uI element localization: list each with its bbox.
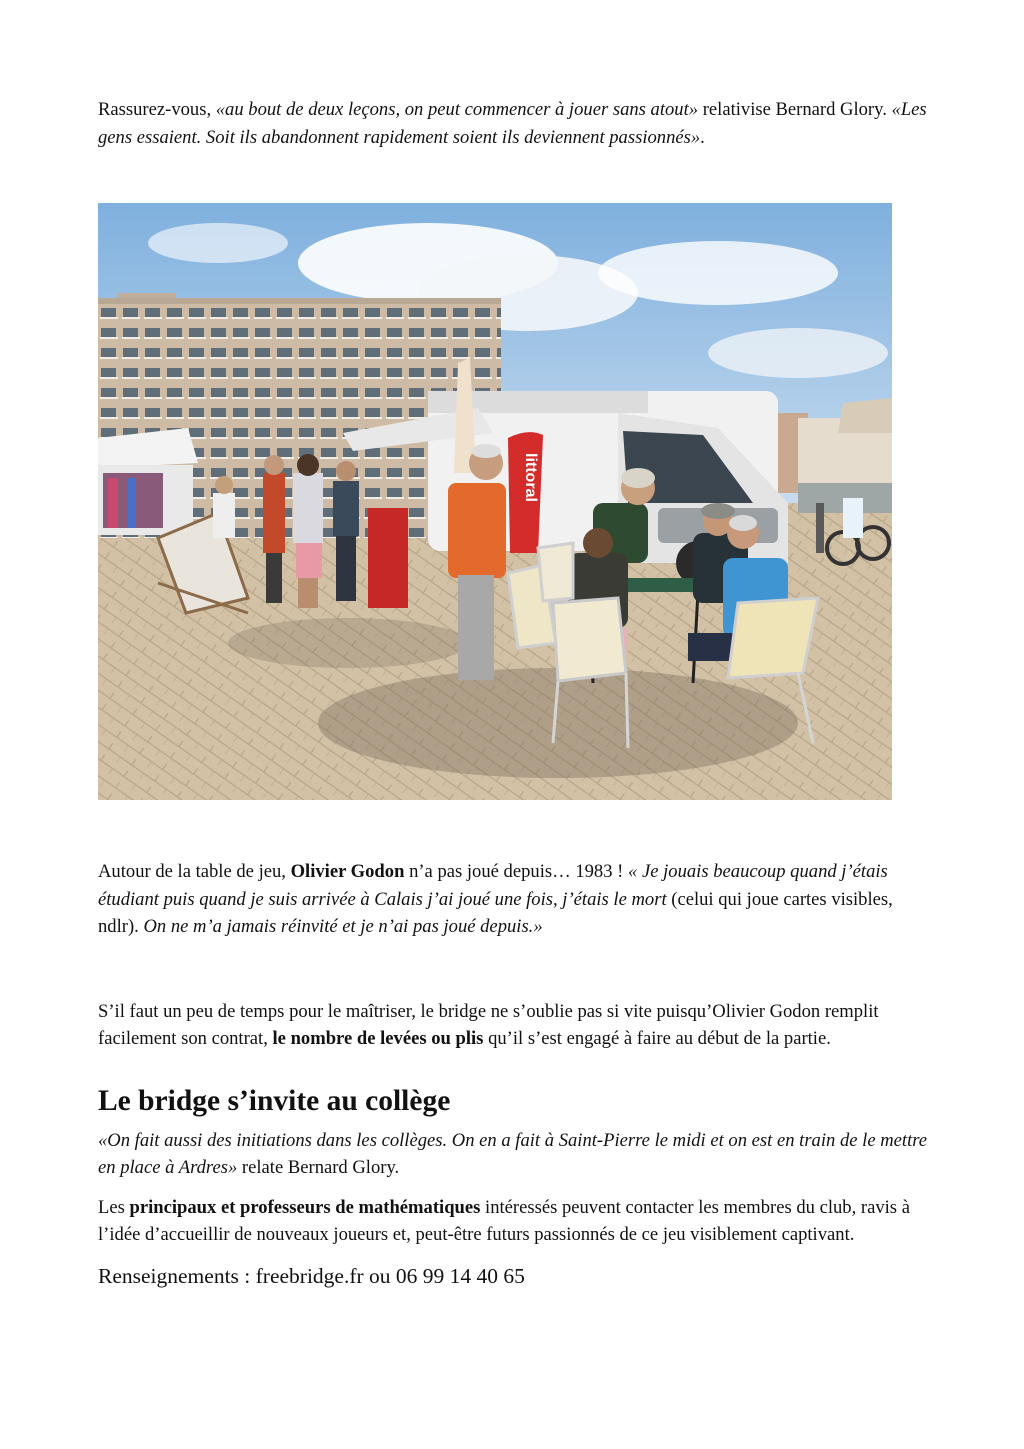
contrat-bold: le nombre de levées ou plis <box>272 1028 484 1049</box>
principaux-text-1: Les <box>98 1196 130 1218</box>
principaux-text-2: intéressés peuvent contacter les membres du club, ravis à l’idée d’accueillir de nouveaux joueurs et, peut-être futurs passionnés de ce jeu visiblement captivant. <box>98 1196 910 1245</box>
godon-quote-1: « Je jouais beaucoup quand j’étais étudiant puis quand je suis arrivée à Calais j’ai joué une fois, j’étais le mort <box>98 861 888 910</box>
godon-name: Olivier Godon <box>290 861 405 882</box>
godon-text-2: n’a pas joué depuis… 1983 ! <box>404 861 629 882</box>
intro-text-1: Rassurez-vous, <box>98 99 216 120</box>
initiations-text: relate Bernard Glory. <box>237 1157 400 1178</box>
contrat-paragraph <box>98 998 928 1053</box>
bridge-players-photo <box>98 203 892 800</box>
principaux-bold: principaux et professeurs de mathématiques <box>129 1196 481 1218</box>
godon-text-1: Autour de la table de jeu, <box>98 861 291 882</box>
article <box>98 96 928 1291</box>
godon-quote-2: On ne m’a jamais réinvité et je n’ai pas joué depuis.» <box>143 916 543 937</box>
intro-text-2: relativise Bernard Glory. <box>698 99 892 120</box>
initiations-quote: «On fait aussi des initiations dans les collèges. On en a fait à Saint-Pierre le midi et on est en train de le mettre en place à Ardres» <box>98 1129 928 1178</box>
renseignements-line: Renseignements : freebridge.fr ou 06 99 14 40 65 <box>98 1263 525 1288</box>
section-heading: Le bridge s’invite au collège <box>98 1084 451 1117</box>
intro-paragraph <box>98 96 928 151</box>
contrat-text-1: S’il faut un peu de temps pour le maîtriser, le bridge ne s’oublie pas si vite puisqu’Olivier Godon remplit facilement son contrat, <box>98 1000 879 1049</box>
photo-illustration <box>98 203 892 800</box>
contrat-text-2: qu’il s’est engagé à faire au début de la partie. <box>483 1028 831 1049</box>
principaux-paragraph <box>98 1194 928 1249</box>
godon-paragraph <box>98 858 928 941</box>
initiations-paragraph <box>98 1127 928 1182</box>
van-banner-text: littoral <box>522 453 539 502</box>
intro-quote-1: «au bout de deux leçons, on peut commencer à jouer sans atout» <box>215 99 699 120</box>
intro-text-3: . <box>700 126 705 148</box>
godon-text-3: (celui qui joue cartes visibles, ndlr). <box>98 888 893 937</box>
intro-quote-2: «Les gens essaient. Soit ils abandonnent rapidement soient ils deviennent passionnés» <box>98 99 927 148</box>
